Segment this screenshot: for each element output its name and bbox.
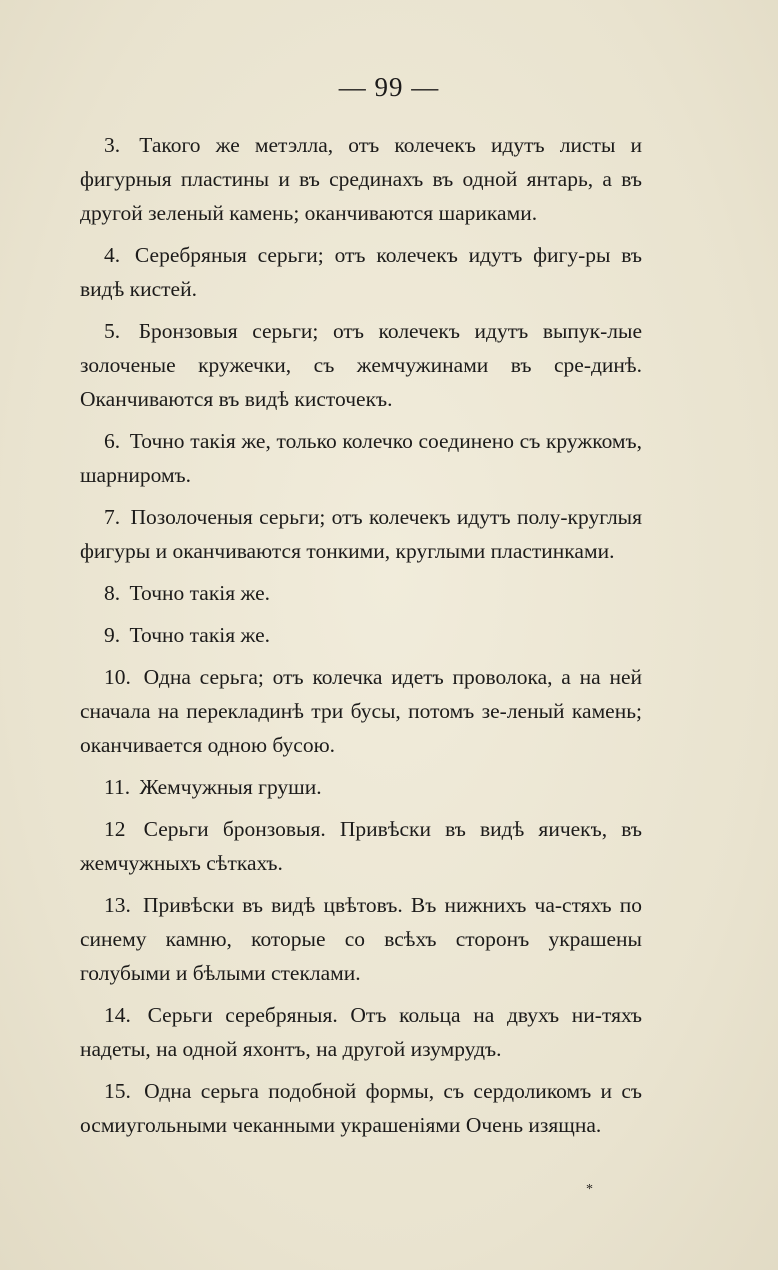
page-number: — 99 — xyxy=(338,72,440,102)
entry-15 xyxy=(80,1074,642,1142)
entry-9 xyxy=(80,618,642,652)
entry-text: Позолоченыя серьги; отъ колечекъ идутъ полу-круглыя фигуры и оканчиваются тонкими, круглыми пластинками. xyxy=(80,505,643,563)
entry-7 xyxy=(80,500,642,568)
entry-text: Жемчужныя груши. xyxy=(139,775,322,799)
entry-number: 12 xyxy=(104,817,126,841)
entry-14 xyxy=(80,998,642,1066)
entry-text: Точно такія же, только колечко соединено съ кружкомъ, шарниромъ. xyxy=(80,429,643,487)
entry-text: Серьги серебряныя. Отъ кольца на двухъ ни-тяхъ надеты, на одной яхонтъ, на другой изумрудъ. xyxy=(80,1003,643,1061)
entry-number: 11. xyxy=(104,775,131,799)
entry-text: Привѣски въ видѣ цвѣтовъ. Въ нижнихъ ча-стяхъ по синему камню, которые со всѣхъ сторонъ украшены голубыми и бѣлыми стеклами. xyxy=(80,893,642,985)
entry-number: 7. xyxy=(104,505,121,529)
entry-4 xyxy=(80,238,642,306)
entry-text: Одна серьга; отъ колечка идетъ проволока, а на ней сначала на перекладинѣ три бусы, потомъ зе-леный камень; оканчивается одною бусою. xyxy=(80,665,642,757)
entry-number: 3. xyxy=(104,133,121,157)
entry-3 xyxy=(80,128,642,230)
asterisk-mark: * xyxy=(586,1182,593,1197)
entry-number: 8. xyxy=(104,581,121,605)
entry-number: 9. xyxy=(104,623,121,647)
entry-text: Точно такія же. xyxy=(129,623,271,647)
entry-5 xyxy=(80,314,642,416)
entry-8 xyxy=(80,576,642,610)
entry-text: Такого же метэлла, отъ колечекъ идутъ листы и фигурныя пластины и въ срединахъ въ одной янтарь, а въ другой зеленый камень; оканчиваются шариками. xyxy=(80,133,643,225)
entry-number: 15. xyxy=(104,1079,131,1103)
entry-number: 5. xyxy=(104,319,121,343)
entry-11 xyxy=(80,770,642,804)
entry-text: Бронзовыя серьги; отъ колечекъ идутъ выпук-лые золоченые кружечки, съ жемчужинами въ сре-динѣ. Оканчиваются въ видѣ кисточекъ. xyxy=(80,319,642,411)
entry-12 xyxy=(80,812,642,880)
entry-13 xyxy=(80,888,642,990)
entry-number: 10. xyxy=(104,665,131,689)
entry-text: Точно такія же. xyxy=(129,581,271,605)
entry-number: 13. xyxy=(104,893,131,917)
entry-number: 4. xyxy=(104,243,121,267)
entry-10 xyxy=(80,660,642,762)
entry-text: Серьги бронзовыя. Привѣски въ видѣ яичекъ, въ жемчужныхъ сѣткахъ. xyxy=(80,817,643,875)
entry-6 xyxy=(80,424,642,492)
entry-number: 6. xyxy=(104,429,121,453)
entry-text: Одна серьга подобной формы, съ сердоликомъ и съ осмиугольными чеканными украшеніями Очень изящна. xyxy=(80,1079,642,1137)
entries-list xyxy=(80,128,642,1150)
entry-text: Серебряныя серьги; отъ колечекъ идутъ фигу-ры въ видѣ кистей. xyxy=(80,243,642,301)
entry-number: 14. xyxy=(104,1003,131,1027)
